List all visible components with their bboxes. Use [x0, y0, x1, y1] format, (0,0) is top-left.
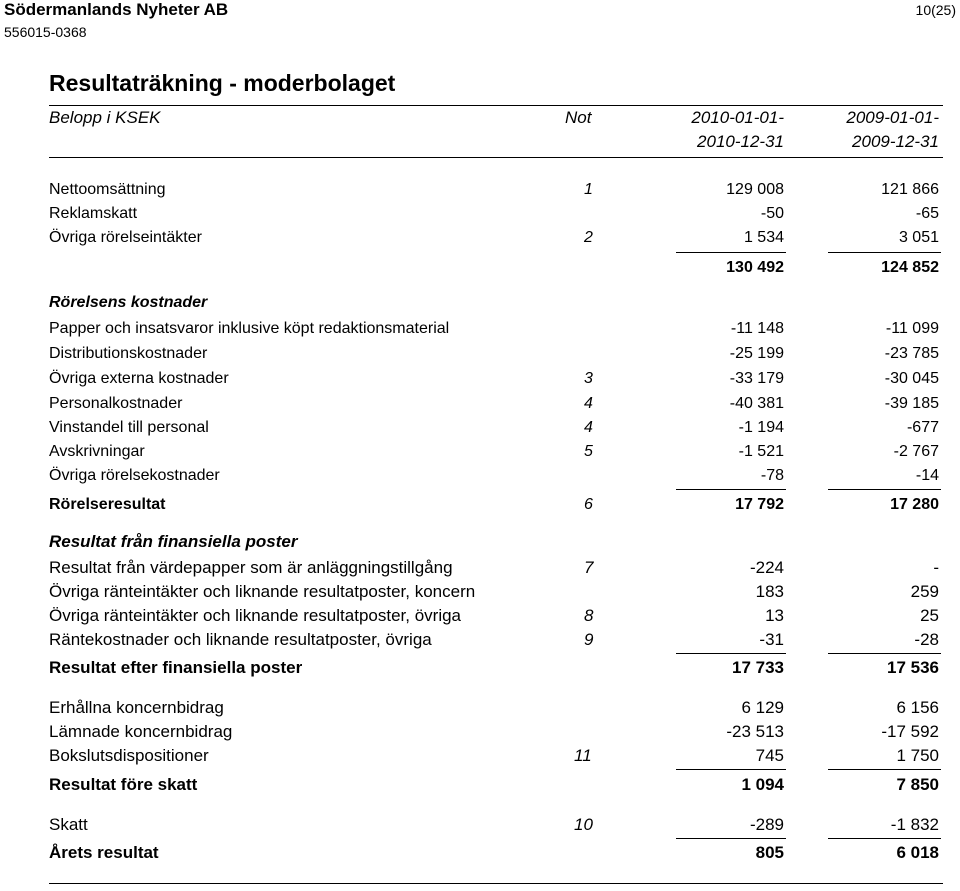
- subtotal-rule: [828, 653, 941, 654]
- table-row: [0, 205, 960, 229]
- subtotal-rule: [676, 769, 786, 770]
- row-note: 8: [584, 606, 594, 625]
- row-label: Reklamskatt: [49, 205, 138, 222]
- row-value-2010: -1 521: [738, 443, 784, 460]
- page-number: 10(25): [915, 2, 956, 18]
- row-value-2010: -25 199: [729, 345, 784, 362]
- row-value-2010: -289: [749, 815, 784, 834]
- table-row: [0, 722, 960, 746]
- column-header-period2-end: 2009-12-31: [852, 132, 939, 151]
- row-value-2010: 745: [755, 746, 784, 765]
- row-note: 4: [584, 419, 593, 436]
- table-row: [0, 370, 960, 394]
- row-note: 4: [584, 395, 593, 412]
- table-row: [0, 395, 960, 419]
- row-value-2009: -677: [906, 419, 939, 436]
- row-label: Personalkostnader: [49, 395, 183, 412]
- row-value-2009: -28: [914, 630, 939, 649]
- row-note: 11: [574, 746, 592, 765]
- row-label: Skatt: [49, 815, 88, 834]
- row-value-2010: -40 381: [729, 395, 784, 412]
- section-heading: Rörelsens kostnader: [49, 294, 208, 311]
- row-value-2010: -33 179: [729, 370, 784, 387]
- row-note: 9: [584, 630, 594, 649]
- row-value-2009: -2 767: [893, 443, 939, 460]
- company-name: Södermanlands Nyheter AB: [4, 0, 229, 19]
- row-label: Resultat efter finansiella poster: [49, 658, 303, 677]
- row-label: Årets resultat: [49, 843, 159, 862]
- column-header-label: Belopp i KSEK: [49, 108, 161, 127]
- row-label: Övriga ränteintäkter och liknande resultatposter, övriga: [49, 606, 462, 625]
- row-label: Räntekostnader och liknande resultatposter, övriga: [49, 630, 432, 649]
- subtotal-rule: [676, 252, 786, 253]
- row-value-2009: 17 536: [887, 658, 939, 677]
- row-value-2009: -30 045: [884, 370, 939, 387]
- subtotal-row: [0, 658, 960, 682]
- row-label: Lämnade koncernbidrag: [49, 722, 233, 741]
- header-bottom-rule: [49, 157, 943, 158]
- table-row: [0, 606, 960, 630]
- row-value-2010: 805: [755, 843, 784, 862]
- row-value-2010: -50: [760, 205, 784, 222]
- table-row: [0, 467, 960, 491]
- subtotal-row: [0, 775, 960, 799]
- row-note: 5: [584, 443, 593, 460]
- subtotal-rule: [676, 838, 786, 839]
- table-row: [0, 345, 960, 369]
- table-row: [0, 419, 960, 443]
- row-value-2009: 121 866: [881, 181, 939, 198]
- column-header-period1-start: 2010-01-01-: [691, 108, 784, 127]
- row-label: Övriga rörelsekostnader: [49, 467, 220, 484]
- table-row: [0, 181, 960, 205]
- row-value-2010: -11 148: [730, 320, 784, 337]
- table-row: [0, 320, 960, 344]
- row-value-2010: -224: [749, 558, 784, 577]
- row-value-2009: 7 850: [896, 775, 939, 794]
- table-row: [0, 582, 960, 606]
- subtotal-rule: [676, 489, 786, 490]
- table-row: [0, 630, 960, 654]
- subtotal-rule: [676, 653, 786, 654]
- row-note: 1: [584, 181, 593, 198]
- row-value-2009: -: [933, 558, 939, 577]
- row-value-2009: 3 051: [898, 229, 939, 246]
- section-heading: Resultat från finansiella poster: [49, 532, 298, 551]
- page-title: Resultaträkning - moderbolaget: [49, 70, 396, 96]
- row-value-2009: -39 185: [884, 395, 939, 412]
- row-value-2009: -23 785: [884, 345, 939, 362]
- subtotal-rule: [828, 769, 941, 770]
- row-label: Papper och insatsvaror inklusive köpt redaktionsmaterial: [49, 320, 450, 337]
- row-label: Avskrivningar: [49, 443, 145, 460]
- bottom-rule: [49, 883, 943, 884]
- table-row: [0, 698, 960, 722]
- column-header-period1-end: 2010-12-31: [697, 132, 784, 151]
- row-value-2010: 129 008: [726, 181, 784, 198]
- row-value-2009: 17 280: [890, 496, 939, 513]
- row-value-2010: 130 492: [726, 259, 784, 276]
- row-note: 6: [584, 496, 593, 513]
- row-value-2009: -17 592: [881, 722, 939, 741]
- row-value-2010: 17 792: [735, 496, 784, 513]
- row-label: Resultat från värdepapper som är anläggningstillgång: [49, 558, 453, 577]
- row-value-2010: -78: [760, 467, 784, 484]
- org-number: 556015-0368: [4, 24, 87, 40]
- row-label: Övriga ränteintäkter och liknande resultatposter, koncern: [49, 582, 476, 601]
- row-value-2010: -31: [759, 630, 784, 649]
- row-label: Nettoomsättning: [49, 181, 166, 198]
- row-value-2009: -1 832: [890, 815, 939, 834]
- table-row: [0, 443, 960, 467]
- header-top-rule: [49, 105, 943, 106]
- subtotal-rule: [828, 838, 941, 839]
- total-row: [0, 843, 960, 867]
- row-label: Distributionskostnader: [49, 345, 208, 362]
- row-note: 7: [584, 558, 594, 577]
- row-value-2009: -11 099: [885, 320, 939, 337]
- row-note: 2: [584, 229, 593, 246]
- row-label: Rörelseresultat: [49, 496, 166, 513]
- row-label: Bokslutsdispositioner: [49, 746, 209, 765]
- section-heading-row: [0, 294, 960, 318]
- row-value-2010: -1 194: [738, 419, 784, 436]
- row-value-2010: 183: [755, 582, 784, 601]
- subtotal-row: [0, 259, 960, 283]
- row-value-2009: -14: [915, 467, 939, 484]
- row-value-2009: 6 156: [896, 698, 939, 717]
- table-row: [0, 558, 960, 582]
- row-value-2010: -23 513: [726, 722, 784, 741]
- subtotal-rule: [828, 489, 941, 490]
- row-value-2009: 25: [920, 606, 939, 625]
- subtotal-rule: [828, 252, 941, 253]
- row-note: 10: [574, 815, 593, 834]
- column-header-note: Not: [565, 108, 592, 127]
- row-value-2010: 17 733: [732, 658, 784, 677]
- row-value-2009: 124 852: [881, 259, 939, 276]
- table-row: [0, 746, 960, 770]
- row-value-2009: 259: [910, 582, 939, 601]
- row-label: Övriga externa kostnader: [49, 370, 229, 387]
- row-value-2009: 6 018: [896, 843, 939, 862]
- table-row: [0, 815, 960, 839]
- row-value-2010: 1 094: [741, 775, 784, 794]
- row-label: Resultat före skatt: [49, 775, 198, 794]
- row-value-2010: 1 534: [743, 229, 784, 246]
- row-value-2010: 6 129: [741, 698, 784, 717]
- row-label: Vinstandel till personal: [49, 419, 209, 436]
- row-note: 3: [584, 370, 593, 387]
- section-heading-row: [0, 532, 960, 556]
- subtotal-row: [0, 496, 960, 520]
- column-header-period2-start: 2009-01-01-: [846, 108, 939, 127]
- table-row: [0, 229, 960, 253]
- row-value-2010: 13: [765, 606, 784, 625]
- row-value-2009: -65: [915, 205, 939, 222]
- row-value-2009: 1 750: [896, 746, 939, 765]
- row-label: Erhållna koncernbidrag: [49, 698, 224, 717]
- row-label: Övriga rörelseintäkter: [49, 229, 202, 246]
